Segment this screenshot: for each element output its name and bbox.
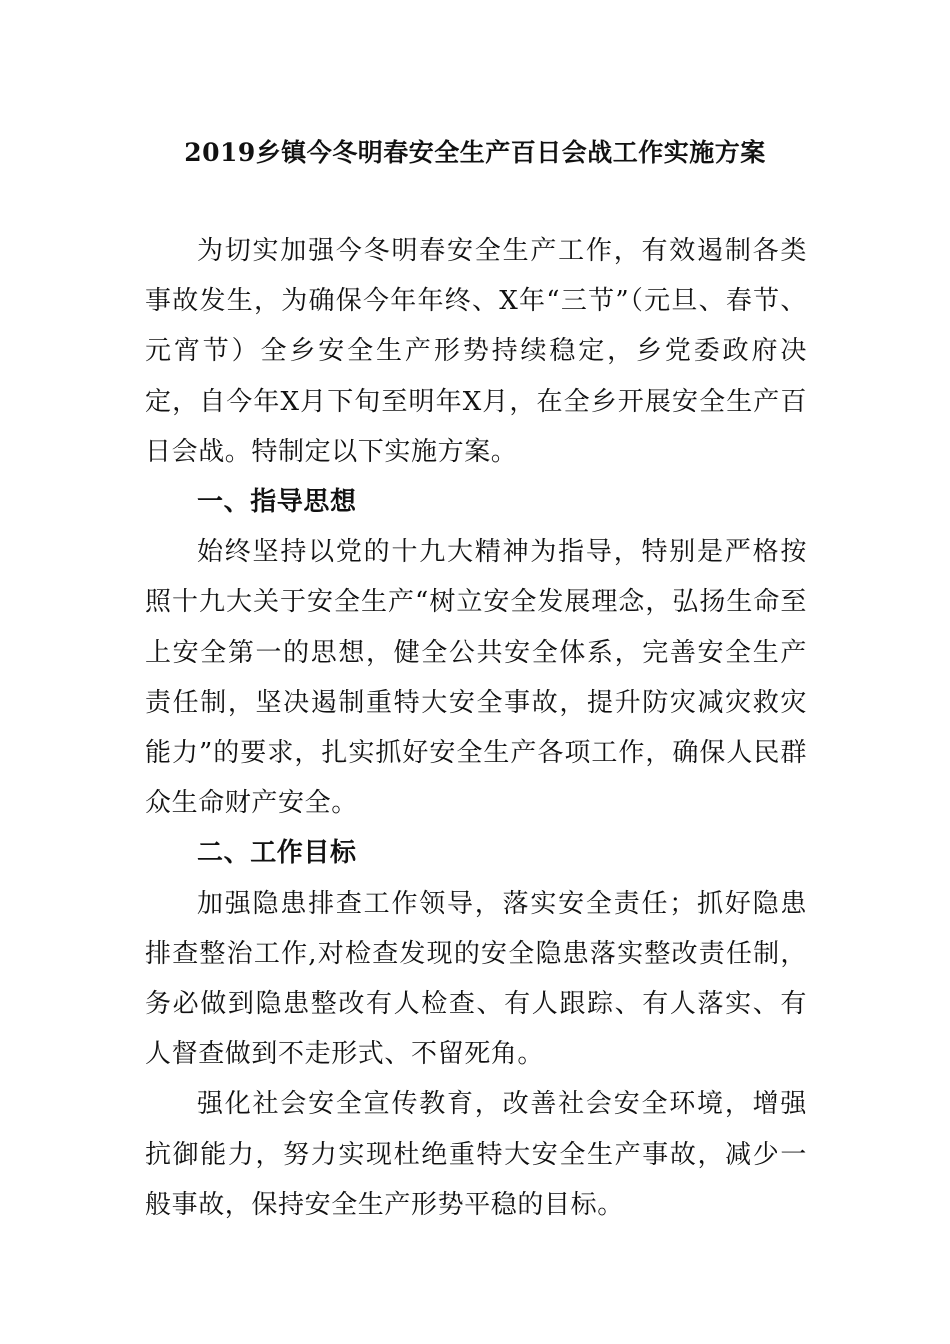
- work-goals-paragraph-1: 加强隐患排查工作领导，落实安全责任；抓好隐患排查整治工作,对检查发现的安全隐患落实整改责任制，务必做到隐患整改有人检查、有人跟踪、有人落实、有人督查做到不走形式、不留死角。: [145, 888, 807, 1070]
- work-goals-paragraph-2: 强化社会安全宣传教育，改善社会安全环境，增强抗御能力，努力实现杜绝重特大安全生产事故，减少一般事故，保持安全生产形势平稳的目标。: [145, 1089, 807, 1220]
- intro-paragraph: 为切实加强今冬明春安全生产工作，有效遏制各类事故发生，为确保今年年终、X年“三节”（元旦、春节、元宵节）全乡安全生产形势持续稳定，乡党委政府决定，自今年X月下旬至明年X月，在全乡开展安全生产百日会战。特制定以下实施方案。: [145, 236, 807, 467]
- document-body: [145, 226, 807, 1230]
- section-heading-guiding-ideology: 一、指导思想: [197, 487, 357, 518]
- guiding-ideology-paragraph: 始终坚持以党的十九大精神为指导，特别是严格按照十九大关于安全生产“树立安全发展理念，弘扬生命至上安全第一的思想，健全公共安全体系，完善安全生产责任制，坚决遏制重特大安全事故，提升防灾减灾救灾能力”的要求，扎实抓好安全生产各项工作，确保人民群众生命财产安全。: [145, 537, 807, 819]
- document-title: 2019乡镇今冬明春安全生产百日会战工作实施方案: [184, 138, 766, 167]
- section-heading-work-goals: 二、工作目标: [197, 838, 357, 869]
